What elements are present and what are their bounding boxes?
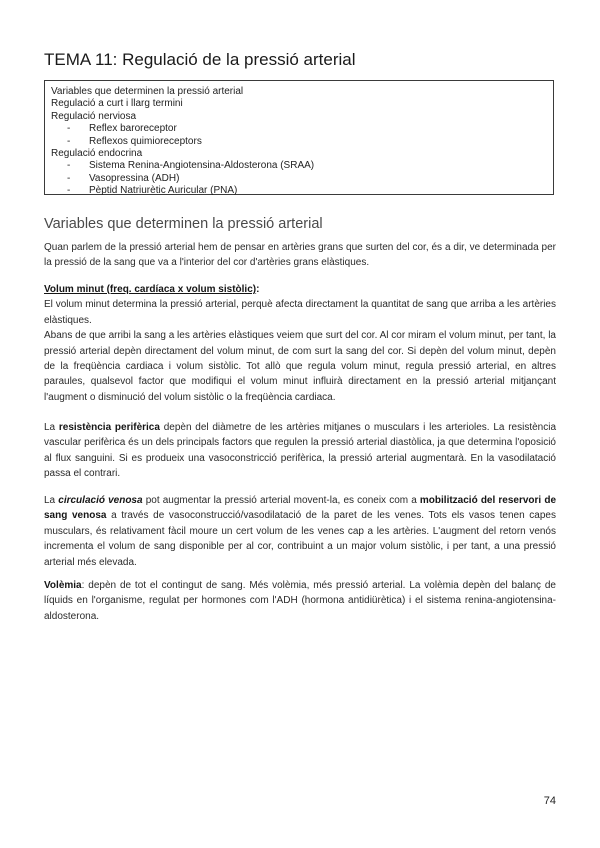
resistencia-block (44, 420, 556, 482)
volum-heading-colon: : (256, 284, 260, 295)
volemia-term: Volèmia (44, 580, 82, 591)
toc-subitem (51, 185, 547, 197)
toc-subitem (51, 160, 547, 172)
venosa-block (44, 493, 556, 570)
volemia-block (44, 578, 556, 624)
volemia-text: : depèn de tot el contingut de sang. Més volèmia, més pressió arterial. La volèmia depèn del balanç de líquids en l'organisme, regulat per hormones com l'ADH (hormona antidiürètica) i el sistema renina-angiotensina-aldosterona. (44, 580, 556, 622)
toc-dash: - (67, 185, 71, 197)
toc-item: Variables que determinen la pressió arterial (51, 86, 244, 97)
toc-subitem (51, 173, 547, 185)
venosa-mid: pot augmentar la pressió arterial movent-la, es coneix com a (142, 495, 420, 506)
toc-dash: - (67, 172, 71, 184)
venosa-paragraph (44, 493, 556, 570)
volum-minut-block (44, 282, 556, 405)
volemia-paragraph (44, 578, 556, 624)
toc-subitem-label: Sistema Renina-Angiotensina-Aldosterona (SRAA) (89, 160, 315, 172)
toc-item: Regulació a curt i llarg termini (51, 98, 183, 110)
toc-dash: - (67, 123, 71, 135)
page-number: 74 (543, 795, 556, 807)
page-title: TEMA 11: Regulació de la pressió arterial (44, 50, 356, 69)
toc-item: Regulació endocrina (51, 148, 143, 160)
venosa-text: a través de vasoconstrucció/vasodilatació de la paret de les venes. Tots els vasos tenen capes musculars, és relativament fàcil moure un cert volum de les venes cap a les artèries. L'augment del retorn venós incrementa el volum de sang disponible per al cor, contribuint a un major volum sistòlic, i per tant, a una pressió arterial més elevada. (44, 510, 556, 568)
volum-paragraph-2: Abans de que arribi la sang a les artèries elàstiques veiem que surt del cor. Al cor miram el volum minut, per tant, la pressió arterial depèn directament del volum minut, de com surt la sang del cor. Si depèn del volum minut, depèn de la freqüència cardiaca i volum sistòlic. Tot allò que regula volum minut, regula pressió arterial, en altres paraules, qualsevol factor que modifiqui el volum minut influirà directament en la pressió arterial mitjançant l'augment o disminució del volum sistòlic o la freqüència cardiaca. (44, 330, 556, 403)
venosa-term-2: mobilització del reservori de sang venosa (44, 495, 557, 522)
volum-heading: Volum minut (freq. cardíaca x volum sistòlic) (44, 284, 257, 295)
resistencia-term: resistència perifèrica (58, 422, 160, 433)
volum-paragraph-1: El volum minut determina la pressió arterial, perquè afecta directament la quantitat de sang que arriba a les artèries elàstiques. (44, 299, 556, 326)
toc-subitem-label: Reflex baroreceptor (89, 123, 177, 135)
intro-paragraph (44, 240, 556, 271)
venosa-term: circulació venosa (58, 495, 143, 506)
section-heading: Variables que determinen la pressió arterial (44, 216, 323, 232)
toc-subitem-label: Reflexos quimioreceptors (89, 135, 202, 147)
venosa-pre: La (44, 495, 59, 506)
volum-heading-line (44, 282, 556, 297)
resistencia-pre: La (44, 422, 59, 433)
intro-text: Quan parlem de la pressió arterial hem de pensar en artèries grans que surten del cor, és a dir, ve determinada per la pressió de la sang que va a l'interior del cor d'artèries grans elàstiques. (44, 242, 556, 269)
toc-subitem-label: Pèptid Natriurètic Auricular (PNA) (89, 185, 238, 197)
toc-subitem-label: Vasopressina (ADH) (89, 172, 180, 184)
resistencia-text: depèn del diàmetre de les artèries mitjanes o musculars i les arterioles. La resistència vascular perifèrica és un dels principals factors que regulen la pressió arterial diastòlica, ja que determina l'oposició al flux sanguini. Si es produeix una vasoconstricció perifèrica, la pressió arterial augmentarà. En la vasodilatació passa el contrari. (44, 422, 557, 480)
resistencia-paragraph (44, 420, 556, 482)
toc-dash: - (67, 160, 71, 172)
table-of-contents (44, 80, 554, 195)
toc-subitem (51, 136, 547, 148)
toc-subitem (51, 123, 547, 135)
toc-dash: - (67, 135, 71, 147)
toc-item: Regulació nerviosa (51, 110, 137, 122)
